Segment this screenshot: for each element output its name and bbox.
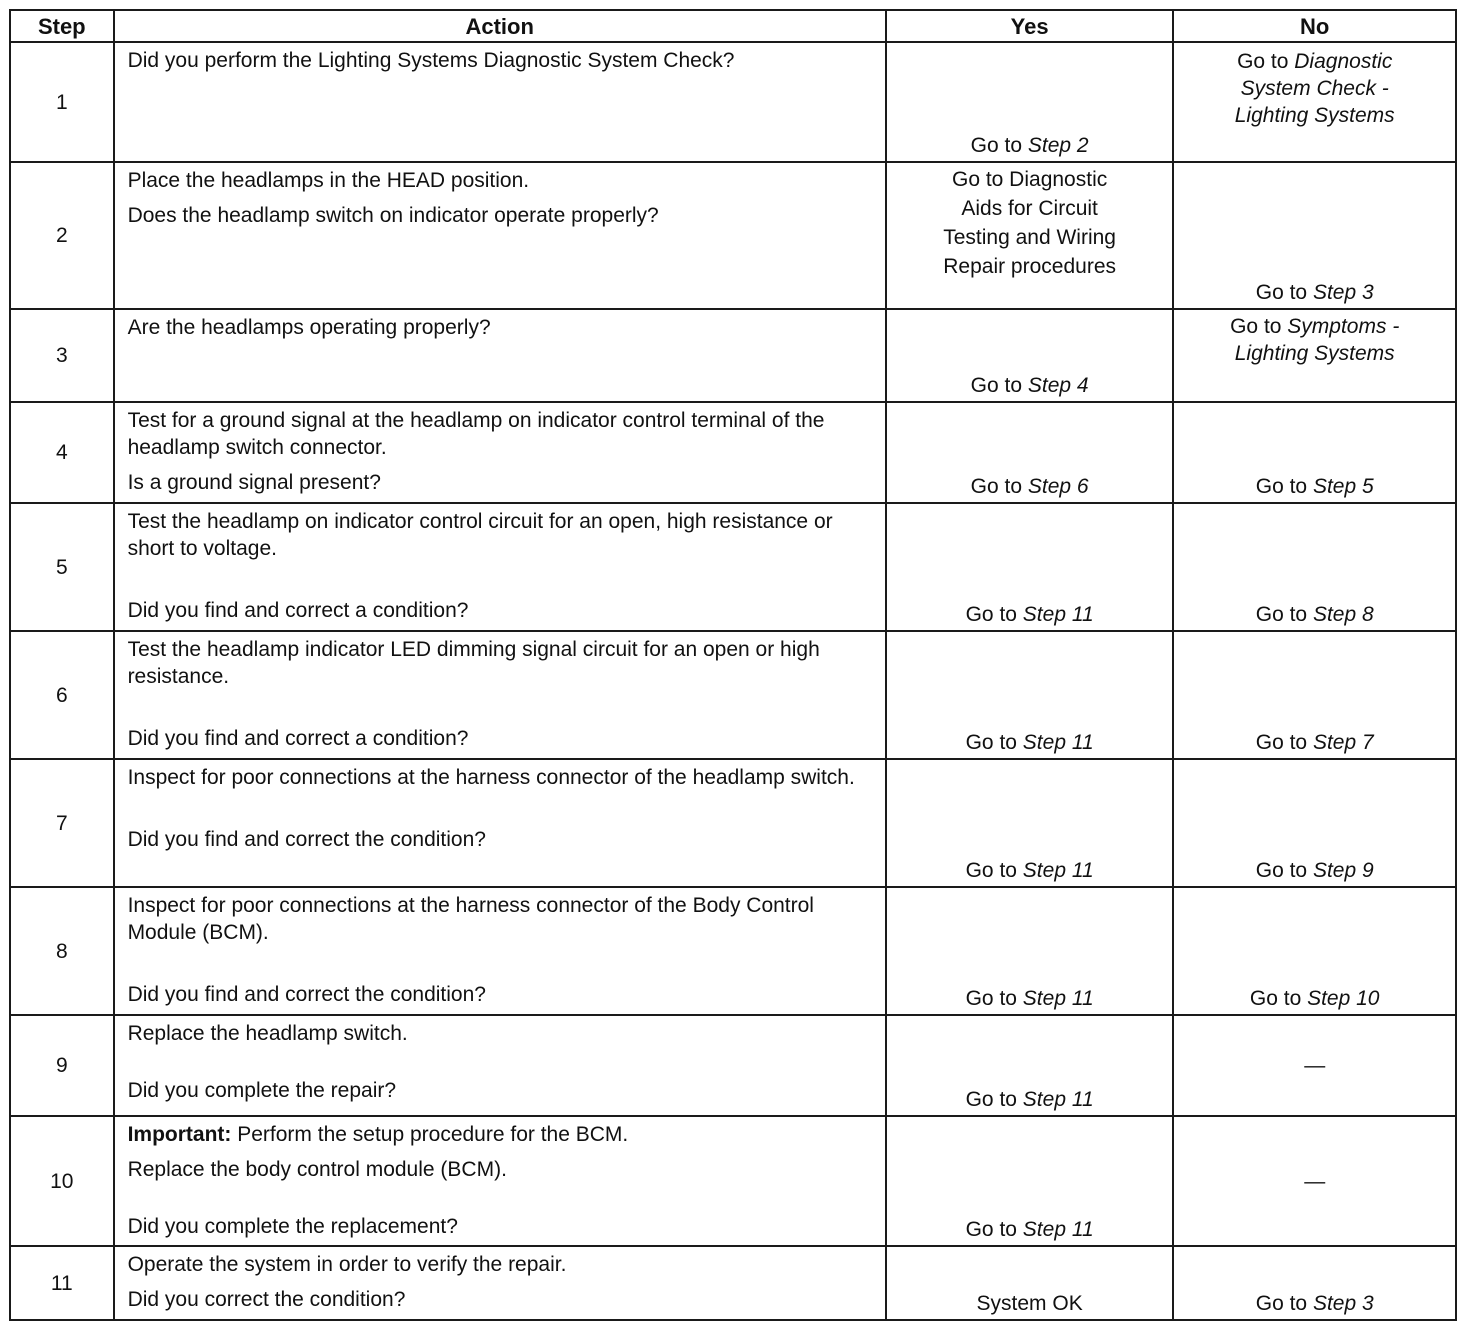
step-number: 10 [10, 1116, 114, 1246]
no-cell [1173, 887, 1456, 1015]
action-question: Did you complete the repair? [127, 1079, 397, 1102]
yes-cell [886, 42, 1174, 162]
yes-prefix: Go to [965, 731, 1023, 754]
yes-prefix: Go to [965, 987, 1023, 1010]
step-number: 9 [10, 1015, 114, 1116]
yes-cell [886, 1246, 1174, 1320]
no-prefix: Go to [1255, 859, 1313, 882]
step-number: 6 [10, 631, 114, 759]
yes-prefix: Go to [965, 603, 1023, 626]
step-number: 5 [10, 503, 114, 631]
action-text: Did you perform the Lighting Systems Diagnostic System Check? [127, 49, 735, 72]
no-prefix: Go to [1255, 731, 1313, 754]
table-row [10, 1116, 1456, 1246]
yes-prefix: Go to [970, 475, 1028, 498]
table-row [10, 1015, 1456, 1116]
yes-link[interactable]: Step 2 [1027, 134, 1089, 157]
yes-prefix: Go to [965, 1088, 1023, 1111]
action-text: Replace the body control module (BCM). [127, 1158, 507, 1181]
important-label: Important: [127, 1123, 232, 1146]
no-cell [1173, 759, 1456, 887]
action-question: Does the headlamp switch on indicator operate properly? [127, 204, 659, 227]
no-cell [1173, 402, 1456, 503]
action-cell [114, 309, 886, 402]
header-step: Step [10, 10, 114, 42]
no-link[interactable]: Step 3 [1312, 1292, 1374, 1315]
yes-cell [886, 503, 1174, 631]
no-cell [1173, 503, 1456, 631]
yes-link[interactable]: Step 11 [1022, 603, 1094, 626]
action-important [128, 1121, 873, 1148]
no-cell [1173, 309, 1456, 402]
action-cell [114, 1116, 886, 1246]
action-cell [114, 1246, 886, 1320]
no-dash: — [1304, 1169, 1326, 1193]
table-row [10, 887, 1456, 1015]
no-cell [1173, 42, 1456, 162]
table-row [10, 1246, 1456, 1320]
action-question: Did you find and correct the condition? [127, 828, 486, 851]
no-prefix: Go to [1237, 50, 1295, 73]
table-row [10, 309, 1456, 402]
step-number: 1 [10, 42, 114, 162]
header-yes: Yes [886, 10, 1174, 42]
no-cell [1173, 1015, 1456, 1116]
no-link[interactable]: Step 5 [1312, 475, 1374, 498]
action-text: Inspect for poor connections at the harness connector of the headlamp switch. [127, 766, 855, 789]
action-text: Perform the setup procedure for the BCM. [231, 1123, 629, 1146]
yes-text: System OK [976, 1292, 1083, 1315]
table-row [10, 631, 1456, 759]
no-cell [1173, 1246, 1456, 1320]
action-cell [114, 162, 886, 309]
action-question: Did you find and correct the condition? [127, 983, 486, 1006]
no-dash: — [1304, 1054, 1326, 1077]
action-cell [114, 402, 886, 503]
header-action: Action [114, 10, 886, 42]
step-number: 3 [10, 309, 114, 402]
yes-prefix: Go to [970, 374, 1028, 397]
yes-cell [886, 631, 1174, 759]
no-link[interactable]: Step 8 [1312, 603, 1374, 626]
step-number: 11 [10, 1246, 114, 1320]
table-header-row [10, 10, 1456, 42]
yes-link[interactable]: Step 6 [1027, 475, 1089, 498]
table-row [10, 402, 1456, 503]
yes-cell [886, 887, 1174, 1015]
no-prefix: Go to [1255, 475, 1313, 498]
no-prefix: Go to [1230, 315, 1288, 338]
yes-cell [886, 309, 1174, 402]
action-cell [114, 759, 886, 887]
action-cell [114, 1015, 886, 1116]
action-text: Test the headlamp indicator LED dimming signal circuit for an open or high resistance. [127, 638, 820, 688]
action-cell [114, 887, 886, 1015]
action-cell [114, 503, 886, 631]
action-text: Operate the system in order to verify the repair. [127, 1253, 567, 1276]
table-row [10, 503, 1456, 631]
yes-cell [886, 1116, 1174, 1246]
yes-link[interactable]: Step 11 [1022, 859, 1094, 882]
yes-cell [886, 1015, 1174, 1116]
yes-prefix: Go to [970, 134, 1028, 157]
step-number: 4 [10, 402, 114, 503]
step-number: 8 [10, 887, 114, 1015]
action-text: Place the headlamps in the HEAD position. [127, 169, 530, 192]
action-question: Is a ground signal present? [127, 471, 381, 494]
no-prefix: Go to [1255, 281, 1313, 304]
header-no: No [1173, 10, 1456, 42]
yes-link[interactable]: Step 4 [1027, 374, 1089, 397]
yes-cell [886, 402, 1174, 503]
action-text: Test for a ground signal at the headlamp on indicator control terminal of the headlamp switch connector. [127, 409, 825, 459]
yes-link[interactable]: Step 11 [1022, 1088, 1094, 1111]
action-cell [114, 631, 886, 759]
yes-link[interactable]: Step 11 [1022, 731, 1094, 754]
table-row [10, 759, 1456, 887]
no-prefix: Go to [1249, 987, 1308, 1010]
no-link[interactable]: Step 7 [1312, 731, 1374, 754]
no-prefix: Go to [1255, 1292, 1313, 1315]
table-row [10, 162, 1456, 309]
no-link[interactable]: Step 10 [1307, 987, 1380, 1010]
action-cell [114, 42, 886, 162]
action-question: Did you correct the condition? [127, 1288, 406, 1311]
action-text: Replace the headlamp switch. [127, 1022, 408, 1045]
no-link[interactable]: Step 9 [1312, 859, 1374, 882]
yes-text[interactable]: Go to Diagnostic Aids for Circuit Testing and Wiring Repair procedures [943, 168, 1116, 278]
no-link[interactable]: Diagnostic System Check - Lighting Systems [1234, 50, 1395, 127]
yes-link[interactable]: Step 11 [1022, 1218, 1094, 1241]
action-question: Did you find and correct a condition? [127, 599, 469, 622]
no-cell [1173, 1116, 1456, 1246]
no-prefix: Go to [1255, 603, 1313, 626]
diagnostic-table [9, 9, 1457, 1321]
action-question: Did you complete the replacement? [127, 1215, 458, 1238]
no-cell [1173, 631, 1456, 759]
yes-prefix: Go to [965, 859, 1023, 882]
yes-prefix: Go to [965, 1218, 1023, 1241]
no-link[interactable]: Symptoms - Lighting Systems [1234, 315, 1400, 365]
step-number: 7 [10, 759, 114, 887]
action-text: Inspect for poor connections at the harness connector of the Body Control Module (BCM). [127, 894, 814, 944]
yes-cell [886, 759, 1174, 887]
no-cell [1173, 162, 1456, 309]
yes-link[interactable]: Step 11 [1022, 987, 1094, 1010]
yes-cell [886, 162, 1174, 309]
step-number: 2 [10, 162, 114, 309]
table-row [10, 42, 1456, 162]
no-link[interactable]: Step 3 [1312, 281, 1374, 304]
action-text: Are the headlamps operating properly? [127, 316, 491, 339]
action-question: Did you find and correct a condition? [127, 727, 469, 750]
action-text: Test the headlamp on indicator control circuit for an open, high resistance or short to voltage. [127, 510, 833, 560]
